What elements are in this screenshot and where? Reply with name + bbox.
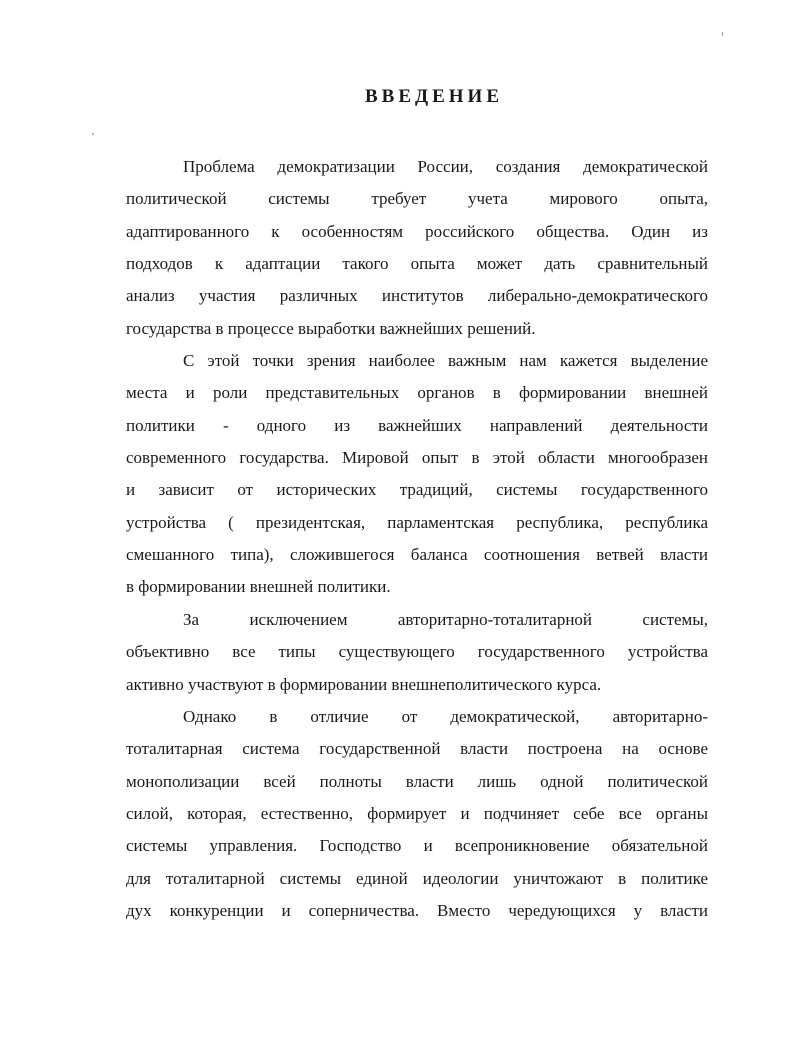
text-line: силой, которая, естественно, формирует и подчиняет себе все органы <box>126 803 708 823</box>
text-line: политики - одного из важнейших направлений деятельности <box>126 415 708 435</box>
text-line: монополизации всей полноты власти лишь одной политической <box>126 771 708 791</box>
body-text <box>126 151 708 927</box>
text-line: Однако в отличие от демократической, авторитарно- <box>183 706 708 726</box>
page-title: ВВЕДЕНИЕ <box>365 86 503 107</box>
text-line: современного государства. Мировой опыт в этой области многообразен <box>126 448 708 468</box>
text-line: дух конкуренции и соперничества. Вместо чередующихся у власти <box>126 900 708 920</box>
text-line: Проблема демократизации России, создания демократической <box>183 157 708 176</box>
text-line: анализ участия различных институтов либерально-демократического <box>126 286 708 306</box>
scan-speck <box>92 133 94 135</box>
text-line: системы управления. Господство и всепроникновение обязательной <box>126 836 708 856</box>
text-line: тоталитарная система государственной власти построена на основе <box>126 739 708 759</box>
text-line: устройства ( президентская, парламентская республика, республика <box>126 512 708 532</box>
text-line: и зависит от исторических традиций, системы государственного <box>126 480 708 500</box>
scan-speck <box>722 32 723 36</box>
text-line: места и роли представительных органов в формировании внешней <box>126 383 708 403</box>
text-line: объективно все типы существующего государственного устройства <box>126 642 708 662</box>
text-line: адаптированного к особенностям российского общества. Один из <box>126 221 708 241</box>
text-line: смешанного типа), сложившегося баланса соотношения ветвей власти <box>126 545 708 565</box>
text-line: в формировании внешней политики. <box>126 577 391 597</box>
text-line: С этой точки зрения наиболее важным нам кажется выделение <box>183 351 708 371</box>
text-line: для тоталитарной системы единой идеологии уничтожают в политике <box>126 868 708 888</box>
text-line: государства в процессе выработки важнейших решений. <box>126 318 536 338</box>
text-line: За исключением авторитарно-тоталитарной системы, <box>183 609 708 629</box>
text-line: политической системы требует учета мирового опыта, <box>126 189 708 209</box>
text-line: подходов к адаптации такого опыта может дать сравнительный <box>126 254 708 274</box>
text-line: активно участвуют в формировании внешнеполитического курса. <box>126 674 602 694</box>
